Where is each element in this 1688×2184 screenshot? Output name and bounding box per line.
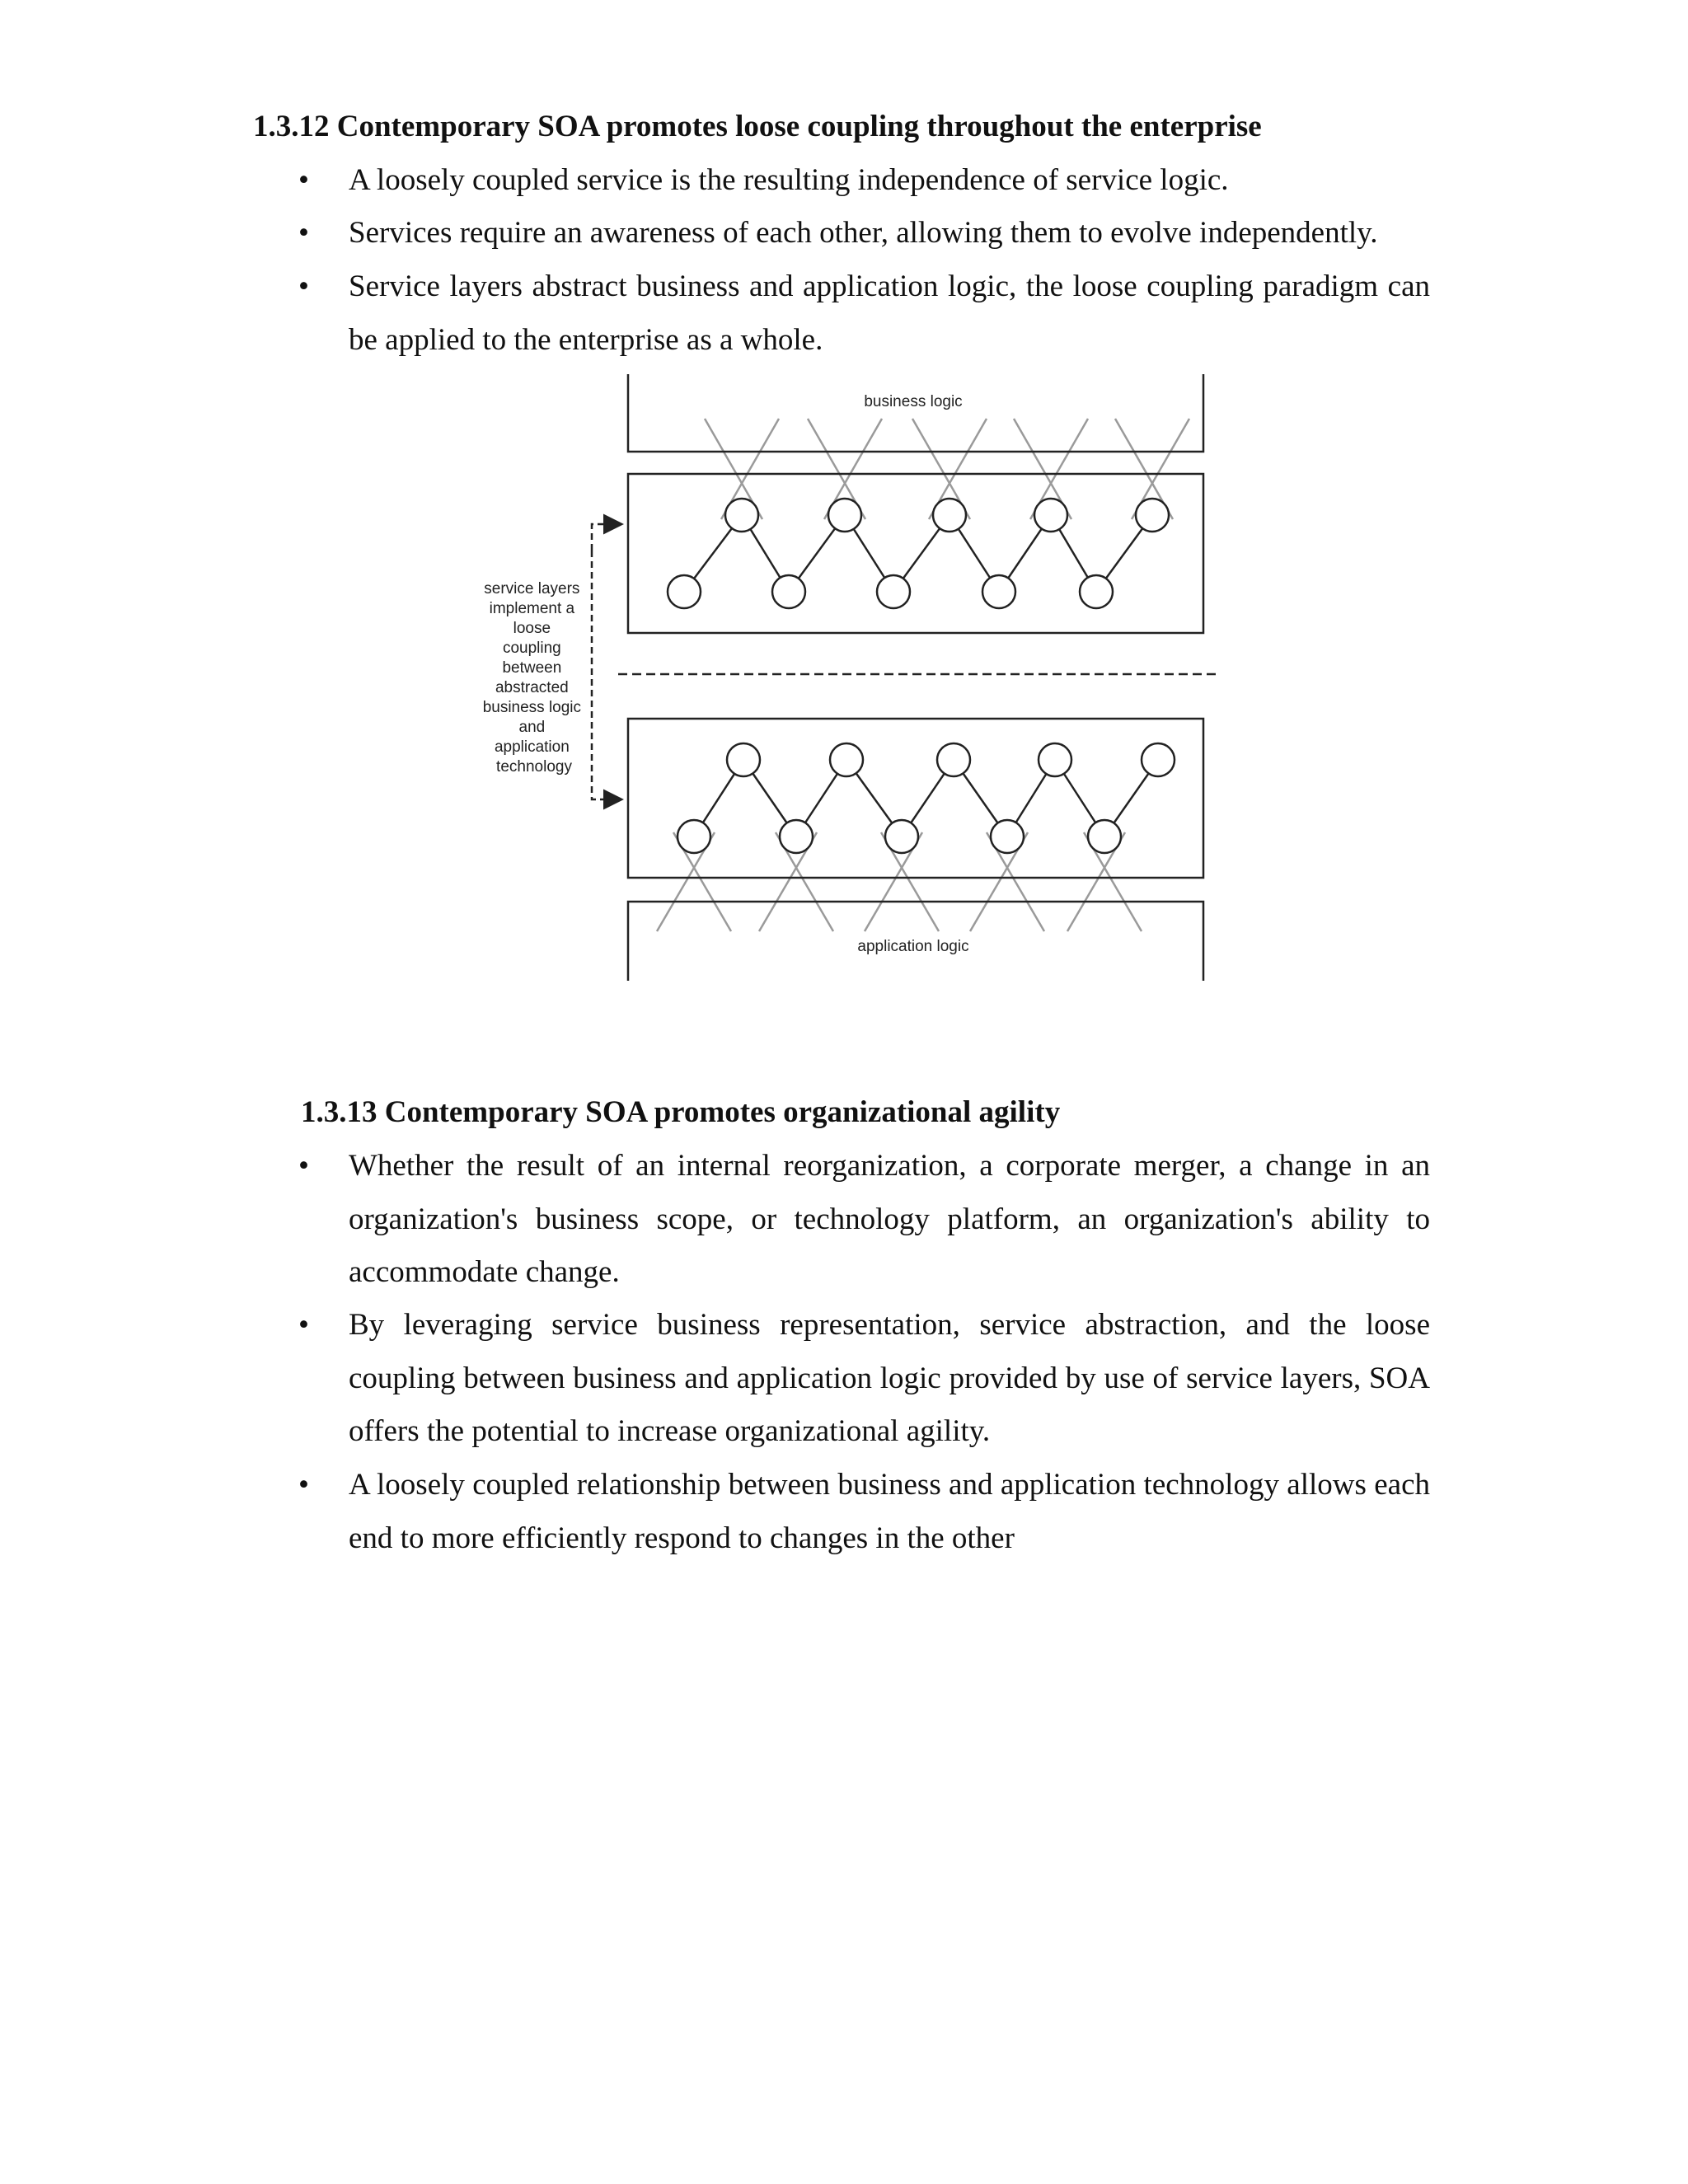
side-annotation-line: technology xyxy=(496,758,572,776)
bullet-text: Whether the result of an internal reorganization, a corporate merger, a change in an organization's business scope, or technology platform, an organization's ability to accommodate change. xyxy=(349,1149,1430,1289)
side-annotation-line: loose xyxy=(513,620,551,637)
bullet-marker: • xyxy=(298,1308,309,1342)
lower-service-layer xyxy=(628,719,1203,878)
bullet-marker: • xyxy=(298,269,309,303)
bullet-marker: • xyxy=(298,163,309,197)
service-node xyxy=(668,575,701,608)
service-node xyxy=(991,820,1024,853)
side-annotation xyxy=(483,580,586,776)
service-node xyxy=(780,820,813,853)
side-annotation-line: between xyxy=(502,659,562,677)
bullet-text: Services require an awareness of each other, allowing them to evolve independently. xyxy=(349,216,1378,250)
service-node xyxy=(1136,499,1169,532)
service-node xyxy=(937,743,970,776)
bullet-marker: • xyxy=(298,1149,309,1183)
service-node xyxy=(1088,820,1121,853)
bullet-marker: • xyxy=(298,216,309,250)
section-heading-loose-coupling: 1.3.12 Contemporary SOA promotes loose coupling throughout the enterprise xyxy=(253,110,1262,143)
side-annotation-line: service layers xyxy=(484,580,580,598)
bullet-text: Service layers abstract business and application logic, the loose coupling paradigm can be applied to the enterprise as a whole. xyxy=(349,269,1430,357)
service-node xyxy=(830,743,863,776)
service-node xyxy=(678,820,710,853)
service-node xyxy=(1034,499,1067,532)
bullet-text: By leveraging service business representation, service abstraction, and the loose coupling between business and application logic provided by use of service layers, SOA offers the potential to increase organizational agility. xyxy=(349,1308,1430,1448)
business-logic-box xyxy=(628,374,1203,452)
service-node xyxy=(933,499,966,532)
service-node xyxy=(772,575,805,608)
service-node xyxy=(885,820,918,853)
upper-service-layer xyxy=(628,474,1203,633)
bullet-text: A loosely coupled relationship between business and application technology allows each end to more efficiently respond to changes in the other xyxy=(349,1468,1430,1555)
bullet-marker: • xyxy=(298,1468,309,1502)
side-annotation-line: abstracted xyxy=(495,679,569,696)
service-node xyxy=(725,499,758,532)
service-node xyxy=(727,743,760,776)
bracket-line xyxy=(592,551,620,799)
business-logic-label: business logic xyxy=(864,393,963,410)
section-heading-agility: 1.3.13 Contemporary SOA promotes organizational agility xyxy=(301,1095,1061,1129)
side-annotation-line: application xyxy=(494,738,570,756)
application-logic-label: application logic xyxy=(857,938,969,955)
side-annotation-line: business logic xyxy=(482,699,582,716)
bracket-line xyxy=(592,524,620,551)
side-annotation-line: and xyxy=(518,719,546,736)
service-node xyxy=(982,575,1015,608)
service-links xyxy=(684,515,1158,837)
service-layers-diagram xyxy=(462,363,1253,997)
service-node xyxy=(1080,575,1113,608)
side-annotation-line: implement a xyxy=(489,600,575,617)
service-nodes xyxy=(668,499,1175,853)
service-node xyxy=(1142,743,1175,776)
service-node xyxy=(1039,743,1071,776)
bullet-text: A loosely coupled service is the resulting independence of service logic. xyxy=(349,163,1229,197)
service-node xyxy=(828,499,861,532)
service-node xyxy=(877,575,910,608)
side-annotation-line: coupling xyxy=(502,640,561,657)
